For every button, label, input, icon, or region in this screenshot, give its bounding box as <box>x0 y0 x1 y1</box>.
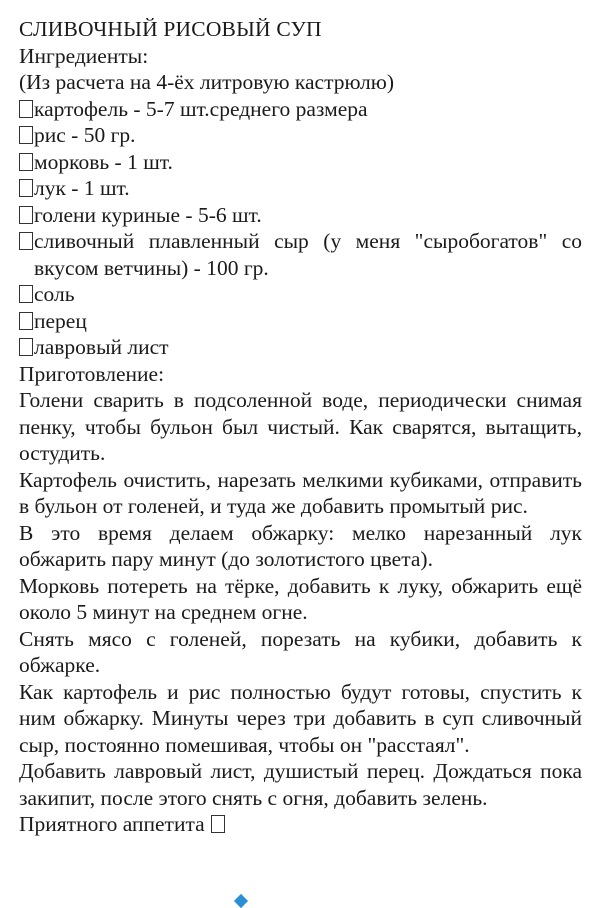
ingredient-label: голени куриные - 5-6 шт. <box>34 202 262 227</box>
checkbox-icon <box>211 815 225 833</box>
step-paragraph: Как картофель и рис полностью будут готовы, спустить к ним обжарку. Минуты через три добавить в суп сливочный сыр, постоянно помешивая, чтобы он "расстаял". <box>19 679 582 757</box>
step-paragraph: Картофель очистить, нарезать мелкими кубиками, отправить в бульон от голеней, и туда же добавить промытый рис. <box>19 467 582 518</box>
ingredient-item <box>19 175 582 202</box>
checkbox-icon <box>19 153 33 171</box>
ingredient-item <box>19 149 582 176</box>
ingredient-item <box>19 122 582 149</box>
checkbox-icon <box>19 179 33 197</box>
ingredient-label: картофель - 5-7 шт.среднего размера <box>34 96 368 121</box>
ingredient-item <box>19 281 582 308</box>
ingredient-item <box>19 202 582 229</box>
ingredient-item <box>19 228 582 281</box>
preparation-heading: Приготовление: <box>19 361 165 386</box>
checkbox-icon <box>19 312 33 330</box>
ingredient-item <box>19 96 582 123</box>
ingredient-label: сливочный плавленный сыр (у меня "сыробогатов" со вкусом ветчины) - 100 гр. <box>34 229 582 280</box>
recipe-title: СЛИВОЧНЫЙ РИСОВЫЙ СУП <box>19 17 322 41</box>
ingredient-label: соль <box>34 282 75 306</box>
ingredients-heading: Ингредиенты: <box>19 43 149 68</box>
checkbox-icon <box>19 285 33 303</box>
ingredient-item <box>19 334 582 361</box>
ingredient-label: рис - 50 гр. <box>34 123 136 147</box>
checkbox-icon <box>19 206 33 224</box>
pot-note: (Из расчета на 4-ёх литровую кастрюлю) <box>19 70 394 94</box>
step-paragraph: Добавить лавровый лист, душистый перец. Дождаться пока закипит, после этого снять с огня, добавить зелень. <box>19 759 582 810</box>
ingredient-label: лавровый лист <box>34 335 169 359</box>
checkbox-icon <box>19 126 33 144</box>
checkbox-icon <box>19 338 33 356</box>
step-paragraph: Снять мясо с голеней, порезать на кубики, добавить к обжарке. <box>19 626 582 677</box>
selection-marker-icon[interactable] <box>234 894 248 908</box>
checkbox-icon <box>19 100 33 118</box>
ingredient-label: морковь - 1 шт. <box>34 149 173 174</box>
recipe-document <box>19 16 582 838</box>
closing-line <box>19 811 582 838</box>
ingredient-label: перец <box>34 308 87 333</box>
closing-text: Приятного аппетита <box>19 812 205 836</box>
step-paragraph: Морковь потереть на тёрке, добавить к луку, обжарить ещё около 5 минут на среднем огне. <box>19 573 582 624</box>
ingredient-item <box>19 308 582 335</box>
step-paragraph: В это время делаем обжарку: мелко нарезанный лук обжарить пару минут (до золотистого цвета). <box>19 520 582 571</box>
checkbox-icon <box>19 232 33 250</box>
ingredient-label: лук - 1 шт. <box>34 176 130 200</box>
step-paragraph: Голени сварить в подсоленной воде, периодически снимая пенку, чтобы бульон был чистый. Как сварятся, вытащить, остудить. <box>19 388 582 465</box>
